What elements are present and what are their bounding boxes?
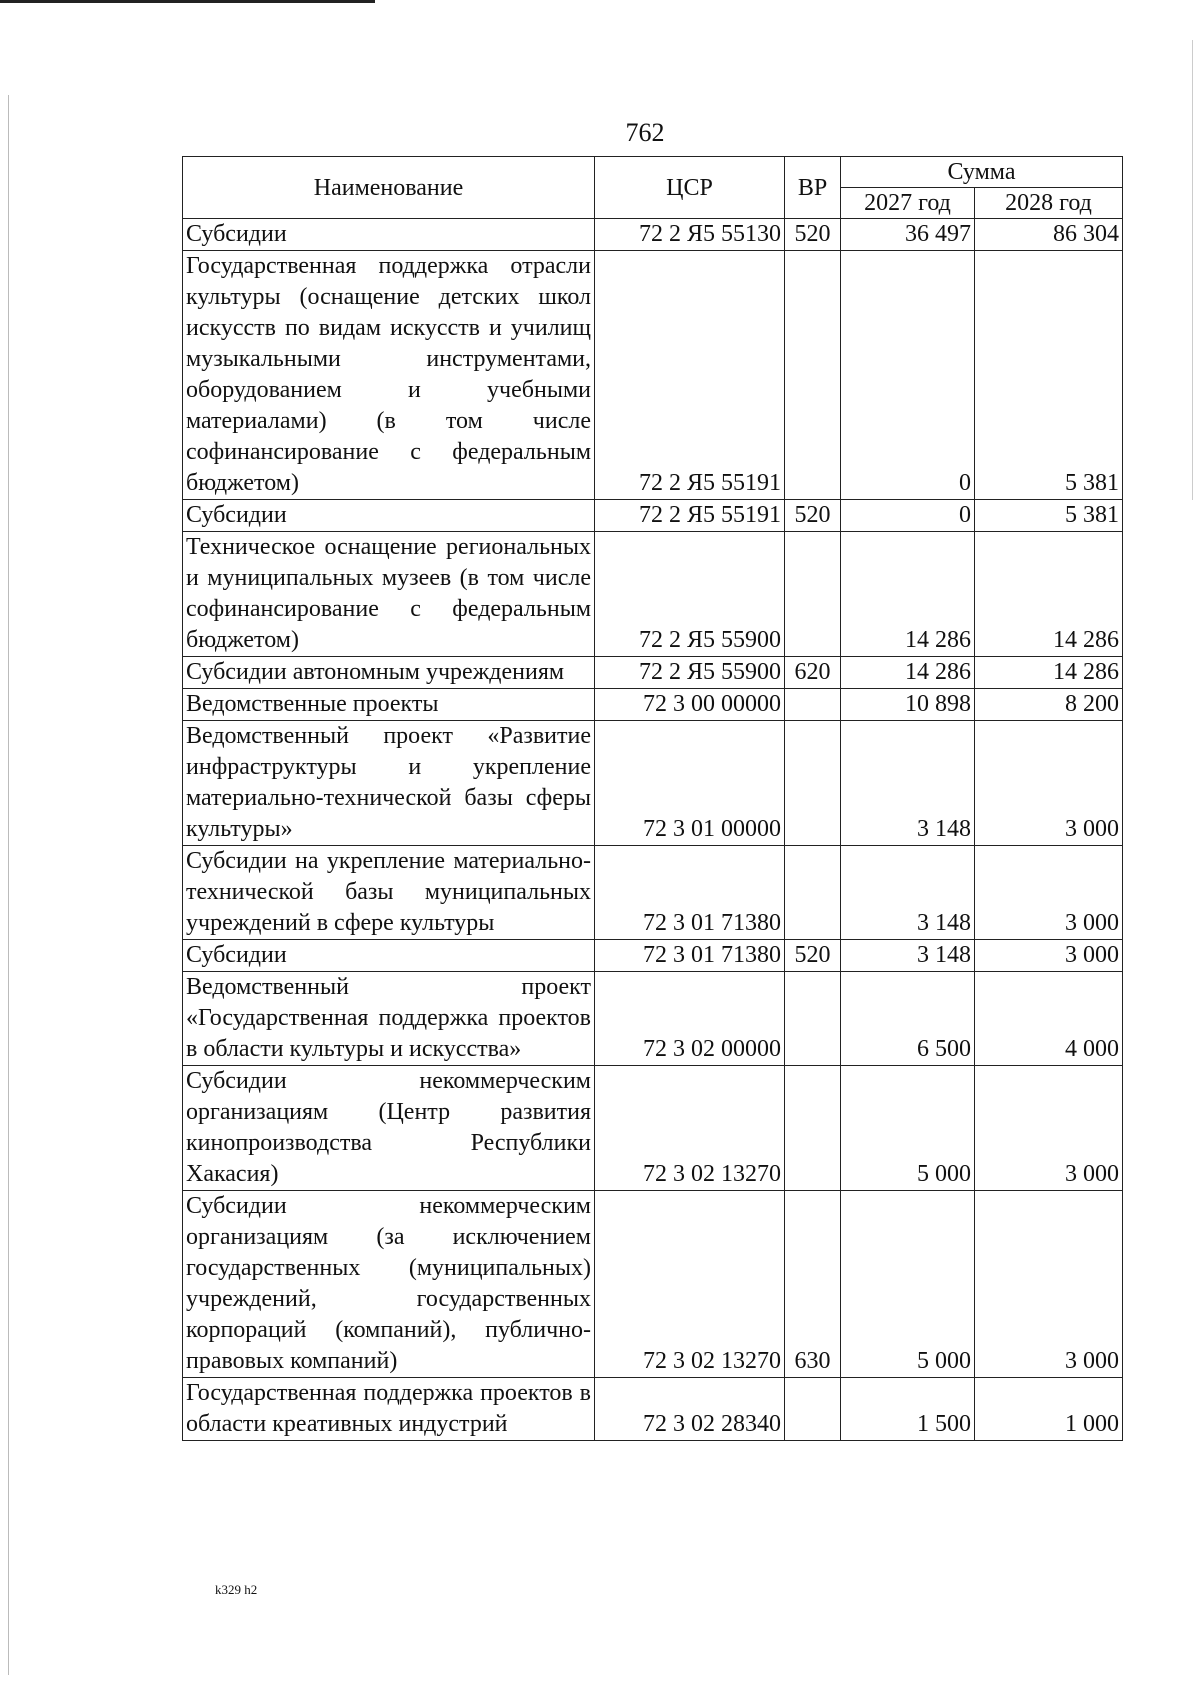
row-vr xyxy=(785,689,841,721)
row-csr: 72 3 02 13270 xyxy=(595,1191,785,1378)
row-name: Государственная поддержка проектов в области креативных индустрий xyxy=(183,1378,595,1441)
row-vr xyxy=(785,532,841,657)
table-row xyxy=(183,1378,1123,1441)
row-sum-2028: 14 286 xyxy=(975,532,1123,657)
row-sum-2028: 1 000 xyxy=(975,1378,1123,1441)
page-number: 762 xyxy=(625,118,665,147)
header-csr: ЦСР xyxy=(595,157,785,219)
row-sum-2027: 5 000 xyxy=(841,1191,975,1378)
row-name: Ведомственный проект «Государственная поддержка проектов в области культуры и искусства» xyxy=(183,972,595,1066)
row-sum-2027: 5 000 xyxy=(841,1066,975,1191)
header-vr: ВР xyxy=(785,157,841,219)
row-csr: 72 2 Я5 55900 xyxy=(595,532,785,657)
row-vr: 520 xyxy=(785,500,841,532)
row-sum-2027: 36 497 xyxy=(841,219,975,251)
row-name: Техническое оснащение региональных и муниципальных музеев (в том числе софинансирование с федеральным бюджетом) xyxy=(183,532,595,657)
row-sum-2027: 6 500 xyxy=(841,972,975,1066)
row-name: Ведомственный проект «Развитие инфраструктуры и укрепление материально-технической базы сферы культуры» xyxy=(183,721,595,846)
table-row xyxy=(183,972,1123,1066)
row-csr: 72 3 02 00000 xyxy=(595,972,785,1066)
row-sum-2027: 3 148 xyxy=(841,940,975,972)
table-row xyxy=(183,1066,1123,1191)
row-sum-2028: 3 000 xyxy=(975,846,1123,940)
table-row xyxy=(183,846,1123,940)
table-row xyxy=(183,500,1123,532)
table-row xyxy=(183,251,1123,500)
row-csr: 72 3 00 00000 xyxy=(595,689,785,721)
row-sum-2028: 86 304 xyxy=(975,219,1123,251)
header-name: Наименование xyxy=(183,157,595,219)
row-csr: 72 2 Я5 55130 xyxy=(595,219,785,251)
row-sum-2027: 0 xyxy=(841,500,975,532)
row-sum-2028: 3 000 xyxy=(975,940,1123,972)
scan-edge-left xyxy=(8,95,9,1675)
footer-code: k329 h2 xyxy=(215,1582,258,1597)
row-sum-2028: 3 000 xyxy=(975,1191,1123,1378)
row-sum-2027: 3 148 xyxy=(841,721,975,846)
row-csr: 72 3 02 28340 xyxy=(595,1378,785,1441)
row-name: Субсидии xyxy=(183,940,595,972)
row-vr xyxy=(785,972,841,1066)
row-sum-2028: 14 286 xyxy=(975,657,1123,689)
header-sum: Сумма xyxy=(841,157,1123,188)
row-name: Субсидии xyxy=(183,500,595,532)
row-name: Ведомственные проекты xyxy=(183,689,595,721)
row-sum-2027: 1 500 xyxy=(841,1378,975,1441)
row-name: Субсидии некоммерческим организациям (Центр развития кинопроизводства Республики Хакасия) xyxy=(183,1066,595,1191)
row-csr: 72 3 01 71380 xyxy=(595,846,785,940)
row-sum-2028: 5 381 xyxy=(975,500,1123,532)
row-sum-2027: 0 xyxy=(841,251,975,500)
table-row xyxy=(183,721,1123,846)
table-row xyxy=(183,689,1123,721)
header-year-2028: 2028 год xyxy=(975,188,1123,219)
row-name: Субсидии xyxy=(183,219,595,251)
table-row xyxy=(183,1191,1123,1378)
row-name: Субсидии автономным учреждениям xyxy=(183,657,595,689)
row-csr: 72 3 01 71380 xyxy=(595,940,785,972)
row-sum-2027: 10 898 xyxy=(841,689,975,721)
row-sum-2028: 8 200 xyxy=(975,689,1123,721)
row-name: Государственная поддержка отрасли культуры (оснащение детских школ искусств по видам искусств и училищ музыкальными инструментами, оборудованием и учебными материалами) (в том числе софинансирование с федеральным бюджетом) xyxy=(183,251,595,500)
row-csr: 72 2 Я5 55191 xyxy=(595,251,785,500)
row-sum-2028: 4 000 xyxy=(975,972,1123,1066)
table-row xyxy=(183,657,1123,689)
table-row xyxy=(183,532,1123,657)
row-vr xyxy=(785,251,841,500)
budget-table xyxy=(182,156,1123,1441)
row-vr: 630 xyxy=(785,1191,841,1378)
row-vr xyxy=(785,721,841,846)
row-sum-2028: 3 000 xyxy=(975,721,1123,846)
row-vr: 620 xyxy=(785,657,841,689)
row-vr: 520 xyxy=(785,219,841,251)
scan-edge-right xyxy=(1192,40,1193,500)
row-sum-2028: 5 381 xyxy=(975,251,1123,500)
row-csr: 72 2 Я5 55900 xyxy=(595,657,785,689)
row-csr: 72 3 02 13270 xyxy=(595,1066,785,1191)
row-name: Субсидии некоммерческим организациям (за исключением государственных (муниципальных) учреждений, государственных корпораций (компаний), публично-правовых компаний) xyxy=(183,1191,595,1378)
row-vr: 520 xyxy=(785,940,841,972)
row-sum-2028: 3 000 xyxy=(975,1066,1123,1191)
table-row xyxy=(183,219,1123,251)
row-csr: 72 2 Я5 55191 xyxy=(595,500,785,532)
row-vr xyxy=(785,846,841,940)
row-sum-2027: 14 286 xyxy=(841,532,975,657)
row-name: Субсидии на укрепление материально-технической базы муниципальных учреждений в сфере культуры xyxy=(183,846,595,940)
row-sum-2027: 3 148 xyxy=(841,846,975,940)
row-csr: 72 3 01 00000 xyxy=(595,721,785,846)
header-year-2027: 2027 год xyxy=(841,188,975,219)
row-vr xyxy=(785,1066,841,1191)
table-row xyxy=(183,940,1123,972)
row-vr xyxy=(785,1378,841,1441)
scan-edge-top xyxy=(0,0,375,3)
row-sum-2027: 14 286 xyxy=(841,657,975,689)
